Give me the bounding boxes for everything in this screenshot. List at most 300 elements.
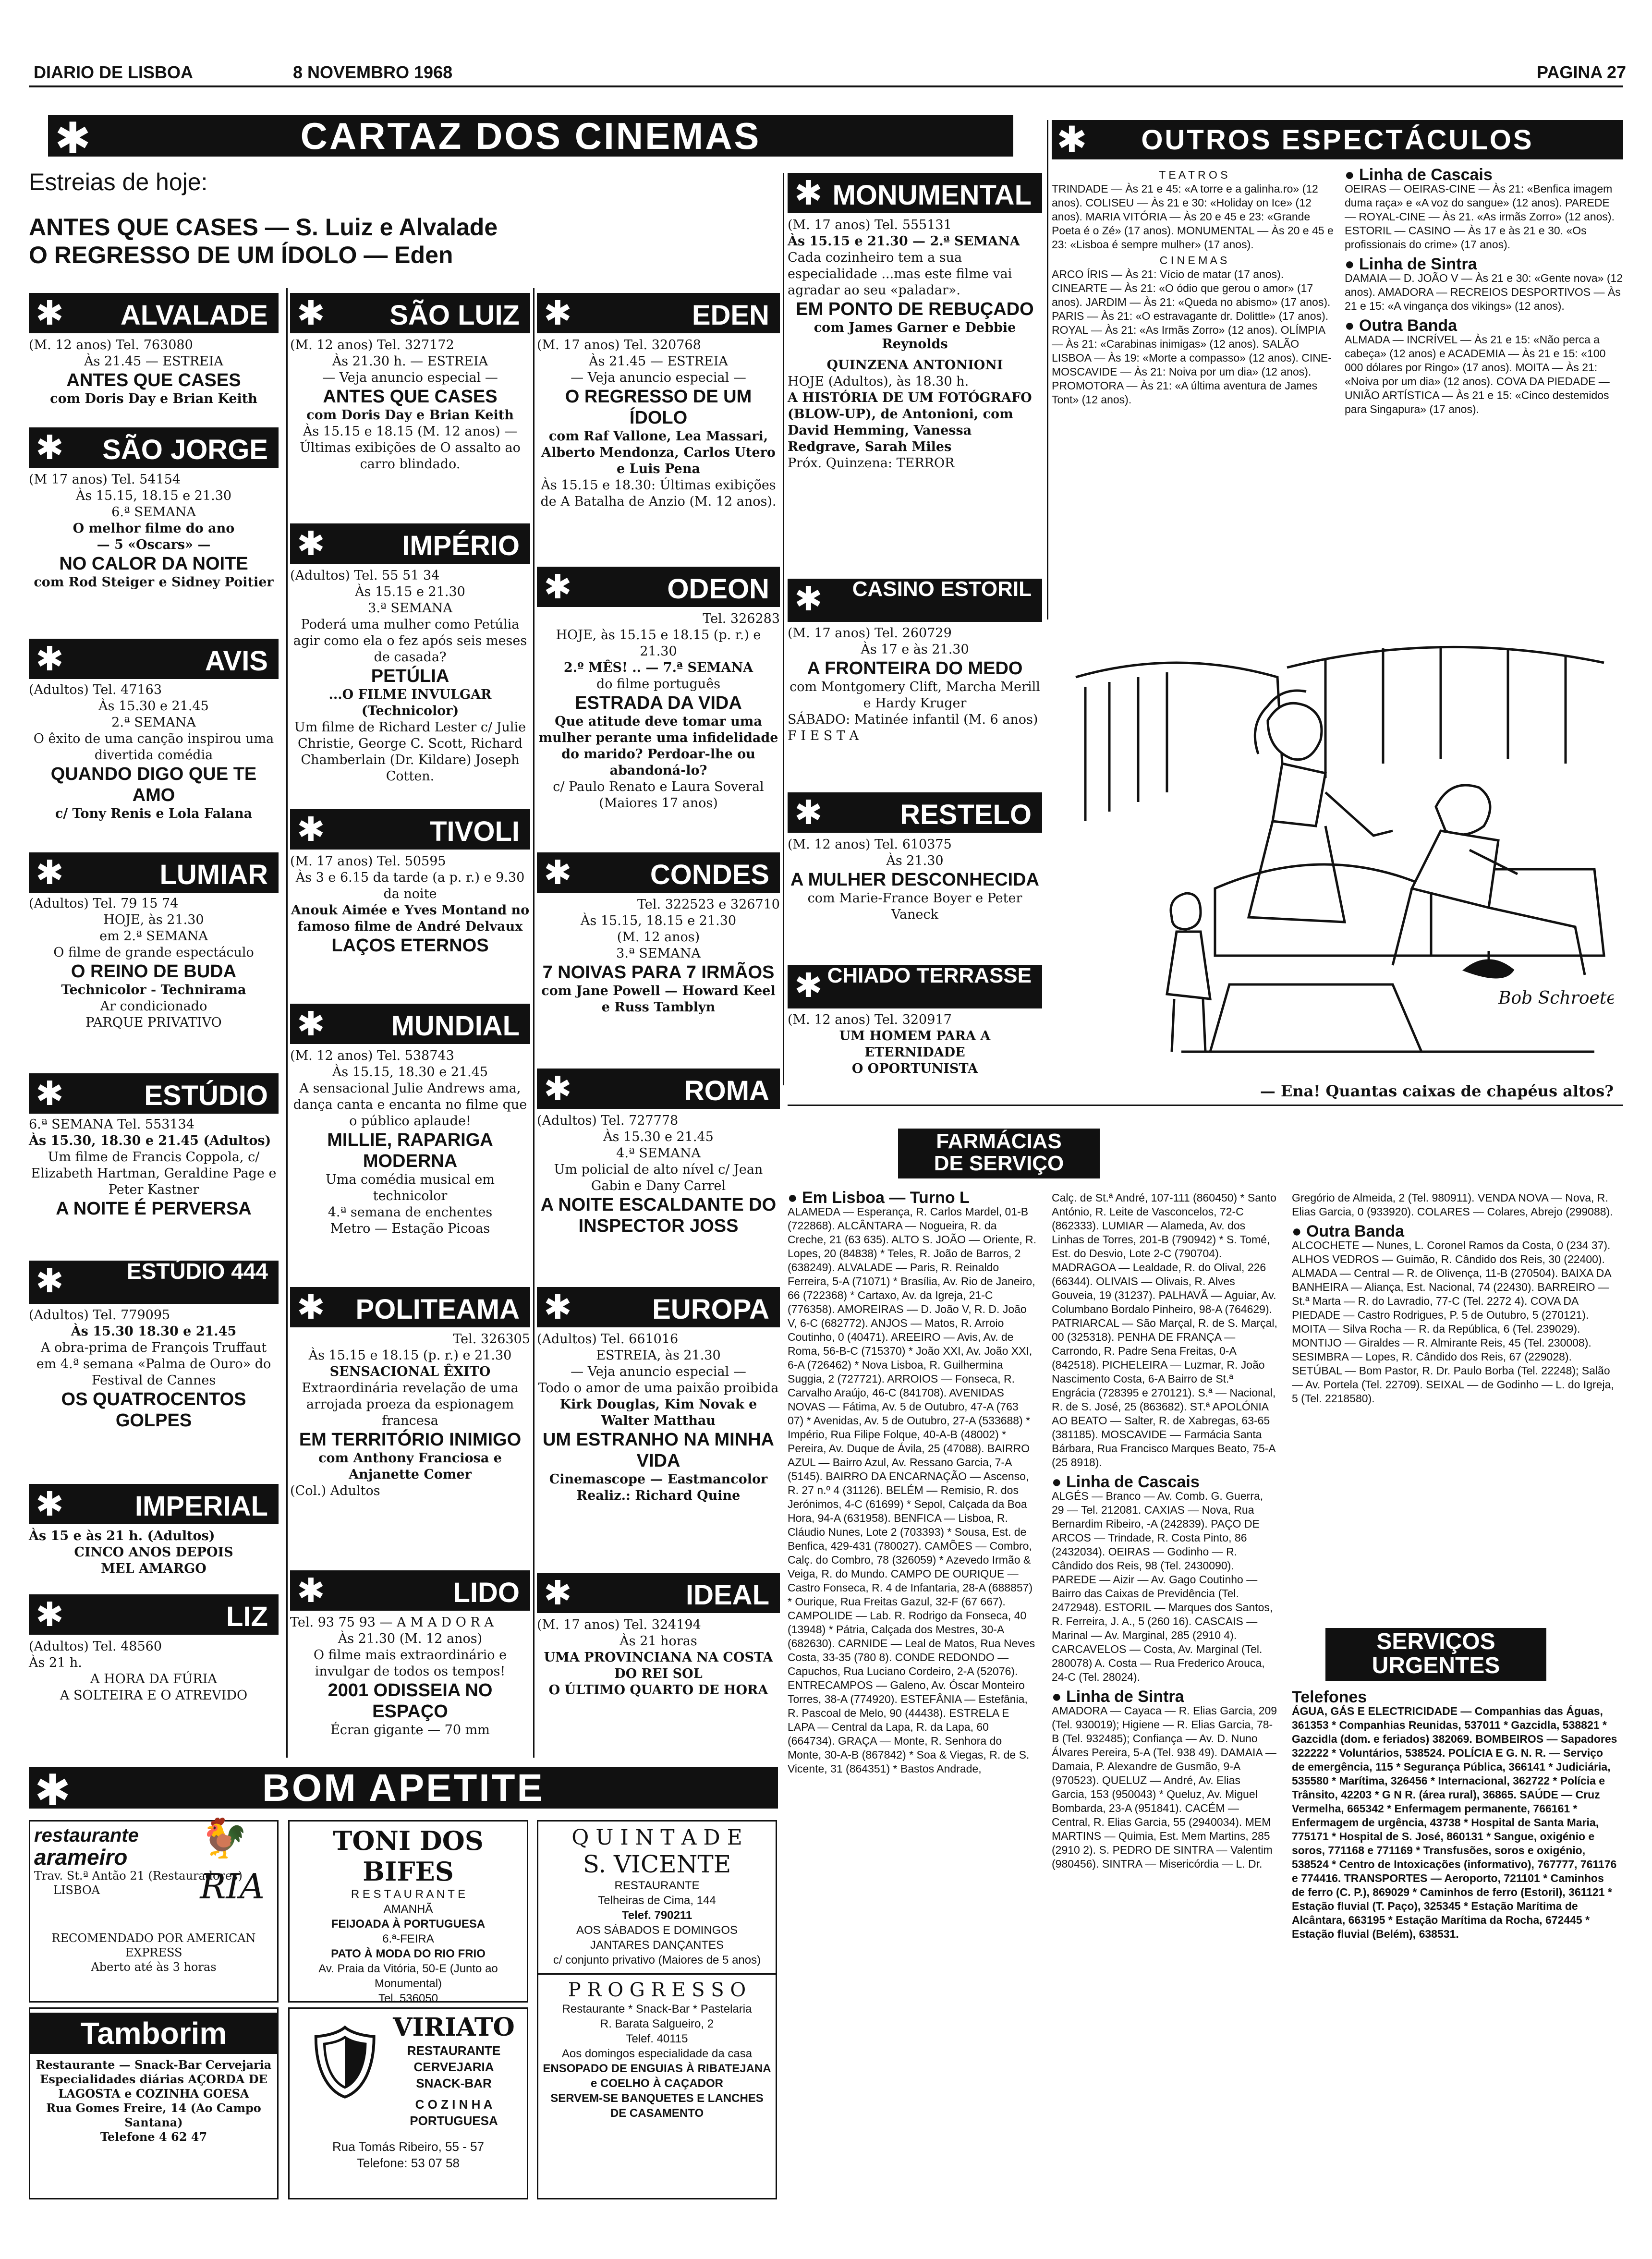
viriato-line: RESTAURANTE: [407, 2043, 501, 2058]
listing-line: (M. 17 anos) Tel. 320768: [537, 338, 701, 352]
listing-line: (Adultos) Tel. 727778: [537, 1113, 679, 1128]
cinema-bar-saoluiz: [290, 293, 530, 333]
listing-line: Às 21.30 (M. 12 anos): [338, 1631, 483, 1646]
listing-restelo: [788, 837, 1042, 923]
viriato-line: Telefone: 53 07 58: [357, 2156, 460, 2170]
column-rule: [533, 288, 534, 1758]
cinema-name: EDEN: [692, 300, 769, 331]
banda-pharm-head-text: Outra Banda: [1306, 1222, 1405, 1240]
listing-line: Kirk Douglas, Kim Novak e Walter Matthau: [559, 1397, 757, 1428]
listing-line: — 5 «Oscars» —: [97, 537, 211, 552]
listing-line: do filme português: [596, 677, 721, 692]
listing-line: HOJE, às 15.15 e 18.15 (p. r.) e 21.30: [556, 628, 761, 659]
arameiro-hours: Aberto até às 3 horas: [91, 1960, 217, 1974]
newspaper-name: DIARIO DE LISBOA: [34, 62, 194, 82]
toni-name: TONI DOS BIFES: [333, 1825, 484, 1887]
arameiro-city: LISBOA: [53, 1883, 100, 1897]
listing-line: Às 15.30 e 21.45: [98, 699, 209, 714]
listing-line: Realiz.: Richard Quine: [576, 1488, 741, 1503]
estreias-line-1: ANTES QUE CASES — S. Luiz e Alvalade: [29, 214, 498, 241]
listing-line: Às 17 e às 21.30: [861, 642, 969, 657]
servicos-title-1: SERVIÇOS: [1376, 1629, 1495, 1654]
farmacias-banner: [898, 1129, 1100, 1178]
issue-date: 8 NOVEMBRO 1968: [293, 62, 453, 82]
listing-line: (M. 12 anos) Tel. 538743: [290, 1048, 454, 1063]
arameiro-name-2: arameiro: [34, 1845, 128, 1870]
listing-condes: [537, 897, 780, 1016]
farmacias-title-1: FARMÁCIAS: [936, 1130, 1062, 1153]
outros-lisboa: [1052, 168, 1335, 407]
ad-toni-dos-bifes: [288, 1820, 528, 2003]
cascais-list: OEIRAS — OEIRAS-CINE — Às 21: «Benfica imagem duma raça» e «A voz do sangue» (12 anos). PAREDE — ROYAL-CINE — Às 21. «As irmãs Zorro» (12 anos). ESTORIL — CASINO — Às 17 e às 21 e 30. «Os profissionais do crime» (17 anos).: [1345, 182, 1615, 251]
section-head: T E A T R O S: [1159, 169, 1228, 181]
farmacias-col-2: [1052, 1191, 1277, 1871]
bomapetite-banner: [29, 1765, 778, 1816]
listing-line: (M. 17 anos) Tel. 260729: [788, 626, 952, 641]
listing-odeon: [537, 611, 780, 812]
listing-line: (M. 12 anos) Tel. 320917: [788, 1012, 952, 1027]
listing-estudio: [29, 1117, 279, 1219]
listing-chiado: [788, 1012, 1042, 1077]
listing-line: em 2.ª SEMANA: [99, 929, 208, 944]
film-title: A MULHER DESCONHECIDA: [790, 870, 1039, 890]
film-title: A NOITE É PERVERSA: [56, 1199, 252, 1219]
listing-line: O filme mais extraordinário e invulgar de todos os tempos!: [313, 1648, 507, 1679]
listing-line: Écran gigante — 70 mm: [330, 1723, 490, 1737]
film-title: A NOITE ESCALDANTE DO INSPECTOR JOSS: [540, 1195, 777, 1236]
listing-line: A SOLTEIRA E O ATREVIDO: [60, 1688, 248, 1703]
telefones-head: Telefones: [1292, 1688, 1367, 1706]
quinta-line: JANTARES DANÇANTES: [590, 1939, 724, 1952]
listing-estudio444: [29, 1307, 279, 1431]
film-title: ESTRADA DA VIDA: [575, 693, 742, 713]
listing-line: ESTREIA, às 21.30: [596, 1348, 721, 1363]
tamborim-name: Tamborim: [30, 2013, 277, 2054]
listing-line: 4.ª semana de enchentes: [328, 1205, 493, 1220]
star-icon: ✱: [794, 793, 823, 832]
cinema-bar-tivoli: [290, 809, 530, 850]
listing-line: Cada cozinheiro tem a sua especialidade ...mas este filme vai agradar ao seu «paladar».: [788, 250, 1012, 298]
tamborim-line: Rua Gomes Freire, 14 (Ao Campo Santana): [46, 2101, 261, 2129]
ad-viriato: [288, 2007, 528, 2199]
listing-line: (M. 17 anos) Tel. 50595: [290, 854, 446, 869]
quinta-line: RESTAURANTE: [614, 1879, 700, 1892]
cinema-name: AVIS: [205, 645, 268, 677]
cinema-bar-politeama: [290, 1287, 530, 1327]
progresso-line: ENSOPADO DE ENGUIAS À RIBATEJANA e COELHO À CAÇADOR: [543, 2062, 771, 2090]
cinema-name: TIVOLI: [430, 816, 520, 847]
star-icon: ✱: [544, 1287, 572, 1327]
listing-line: Que atitude deve tomar uma mulher perante uma infidelidade do marido? Perdoar-lhe ou abandoná-lo?: [538, 714, 778, 778]
progresso-name: P R O G R E S S O: [568, 1979, 746, 2001]
star-icon: ✱: [544, 1573, 572, 1613]
listing-line: (Adultos) Tel. 779095: [29, 1308, 170, 1323]
listing-line: c/ Paulo Renato e Laura Soveral (Maiores 17 anos): [553, 779, 764, 811]
page-number: PAGINA 27: [1537, 62, 1627, 82]
cinema-name: SÃO LUIZ: [389, 300, 520, 331]
listing-imperio: [290, 568, 530, 785]
progresso-line: SERVEM-SE BANQUETES E LANCHES DE CASAMENTO: [550, 2092, 764, 2120]
listing-tivoli: [290, 853, 530, 956]
listing-line: QUINZENA ANTONIONI: [826, 358, 1003, 373]
star-icon: ✱: [297, 293, 325, 333]
cinema-name: LUMIAR: [159, 859, 268, 890]
listing-estoril: [788, 625, 1042, 744]
listing-line: Um filme de Richard Lester c/ Julie Christie, George C. Scott, Richard Chamberlain (Dr. Kildare) Joseph Cotten.: [294, 720, 526, 784]
lisboa-head-text: Em Lisboa — Turno L: [802, 1189, 970, 1207]
listing-line: HOJE (Adultos), às 18.30 h.: [788, 374, 969, 389]
cartaz-banner: [48, 113, 1013, 164]
listing-line: UMA PROVINCIANA NA COSTA DO REI SOL: [544, 1650, 773, 1681]
ad-tamborim: [29, 2007, 279, 2199]
cascais-head: ● Linha de Cascais: [1345, 166, 1493, 184]
sintra-head: ● Linha de Sintra: [1345, 255, 1477, 273]
listing-monumental: [788, 217, 1042, 472]
cinema-bar-alvalade: [29, 293, 279, 333]
viriato-name: VIRIATO: [393, 2013, 515, 2042]
film-cast: com Doris Day e Brian Keith: [306, 408, 514, 423]
cartoon-signature: Bob Schroeter: [1498, 988, 1614, 1008]
listing-line: (Adultos) Tel. 661016: [537, 1332, 679, 1347]
listing-line: (M. 12 anos) Tel. 763080: [29, 338, 193, 352]
star-icon: ✱: [1057, 118, 1089, 161]
column-rule: [783, 173, 784, 1085]
column-rule: [1047, 120, 1048, 619]
cinema-name: POLITEAMA: [355, 1294, 520, 1325]
cinema-bar-monumental: [788, 173, 1042, 213]
listing-avis: [29, 682, 279, 822]
listing-line: (M. 17 anos) Tel. 555131: [788, 218, 952, 232]
cinema-name: LIDO: [453, 1577, 520, 1608]
film-cast: com James Garner e Debbie Reynolds: [814, 320, 1016, 352]
film-title: NO CALOR DA NOITE: [59, 554, 248, 574]
star-icon: ✱: [36, 1074, 64, 1113]
cascais-pharm-head: ● Linha de Cascais: [1052, 1473, 1200, 1491]
listing-line: Às 15.15, 18.15 e 21.30: [75, 488, 232, 503]
cinema-bar-ideal: [537, 1573, 780, 1613]
cascais-head-text: Linha de Cascais: [1359, 166, 1493, 184]
cinema-bar-avis: [29, 639, 279, 679]
listing-lumiar: [29, 896, 279, 1031]
listing-line: (Adultos) Tel. 79 15 74: [29, 896, 179, 911]
listing-line: Poderá uma mulher como Petúlia agir como ela o fez após seis meses de casada?: [293, 617, 527, 665]
listing-line: Às 15.15, 18.15 e 21.30: [580, 913, 737, 928]
outros-banner: [1052, 120, 1623, 159]
film-cast: com Montgomery Clift, Marcha Merill e Hardy Kruger: [790, 680, 1040, 711]
listing-line: Às 21.30: [886, 853, 944, 868]
cinema-bar-lido: [290, 1570, 530, 1611]
farmacias-list: ALAMEDA — Esperança, R. Carlos Mardel, 01-B (722868). ALCÂNTARA — Nogueira, R. da Creche, 21 (63 635). ALTO S. JOÃO — Oriente, R. Lopes, 20 (84838) * Teles, R. João de Barros, 2 (638249). ALVALADE — Paris, R. Reinaldo Ferreira, 5-A (71071) * Brasília, Av. Rio de Janeiro, 66 (722368) * Cartaxo, Av. da Igreja, 21-C (776358). AMOREIRAS — D. João V, R. D. João V, 6-C (682772). ANJOS — Matos, R. Arroio Coutinho, 0 (40471). AREEIRO — Avis, Av. de Roma, 56-B-C (715370) * João XXI, Av. João XXI, 6-A (726462) * Nova Lisboa, R. Guilhermina Suggia, 2 (727721). ARROIOS — Fonseca, R. Carvalho Araújo, 46-C (841708). AVENIDAS NOVAS — Fátima, Av. 5 de Outubro, 47-A (763 07) * Avenidas, Av. 5 de Outubro, 27-A (533688) * Império, Rua Filipe Folque, 40-A-B (48002) * Pereira, Av. Duque de Ávila, 25 (47088). BAIRRO AZUL — Bairro Azul, Av. Ressano Garcia, 7-A (5145). BAIRRO DA ENCARNAÇÃO — Ascenso, R. 27 n.º 4 (31126). BELÉM — Remisio, R. dos Jerónimos, 4-C (61699) * Sepol, Calçada da Boa Hora, 94-A (631958). BENFICA — Lisboa, R. Cláudio Nunes, Lote 2 (703393) * Sousa, Est. de Benfica, 429-431 (780027). CAMÕES — Combro, Calç. do Combro, 78 (326059) * Azevedo Irmão & Veiga, R. do Mundo. CAMPO DE OURIQUE — Castro Fonseca, R. 4 de Infantaria, 28-A (688857) * Ourique, Rua Freitas Gazul, 32-F (67 667). CAMPOLIDE — Lab. R. Rodrigo da Fonseca, 40 (13948) * Pátria, Calçada dos Mestres, 30-A (682630). CARNIDE — Leal de Matos, Rua Neves Costa, 33-35 (780 8). CONDE REDONDO — Capuchos, Rua Luciano Cordeiro, 2-A (52076). ENTRECAMPOS — Galeno, Av. Óscar Monteiro Torres, 38-A (774920). ESTEFÂNIA — Estefânia, R. Pascoal de Melo, 90 (44438). ESTRELA E LAPA — Central da Lapa, R. da Lapa, 60 (664734). GRAÇA — Monte, R. Senhora do Monte, 30-A-B (867842) * Soa & Viegas, R. de S. Vicente, 31 (864351) * Bastos Andrade,: [788, 1205, 1037, 1775]
listing-line: (Col.) Adultos: [290, 1483, 380, 1498]
listing-line: A HORA DA FÚRIA: [90, 1672, 217, 1687]
star-icon: ✱: [55, 113, 93, 164]
servicos-text: ÁGUA, GÁS E ELECTRICIDADE — Companhias das Águas, 361353 * Companhias Reunidas, 537011 * Gazcidla, 538821 * Gazcidla (dom. e feriados) 382069. BOMBEIROS — Sapadores 322222 * Voluntários, 538524. POLÍCIA E G. N. R. — Serviço de emergência, 115 * Segurança Pública, 366141 * Judiciária, 535580 * Marítima, 326456 * Internacional, 362722 * Polícia e Trânsito, 42203 * G N R. (área rural), 36865. SAÚDE — Cruz Vermelha, 665342 * Enfermagem permanente, 766161 * Enfermagem de urgência, 43738 * Hospital de Santa Maria, 775171 * Hospital de S. José, 860131 * Sangue, oxigénio e soros, 771168 e 771169 * Transfusões, soros e oxigénio, 538524 * Centro de Intoxicações (informativo), 767777, 761176 e 774416. TRANSPORTES — Aeroporto, 721101 * Caminhos de ferro (C. P.), 869029 * Caminhos de ferro (Estoril), 361121 * Estação fluvial (T. Paço), 325345 * Estação Marítima de Alcântara, 663195 * Estação Marítima da Rocha, 672445 * Estação fluvial (Belém), 638531.: [1292, 1705, 1617, 1940]
cinema-bar-odeon: [537, 567, 780, 607]
bomapetite-title: BOM APETITE: [262, 1766, 545, 1809]
listing-line: 2.º MÊS! .. — 7.ª SEMANA: [563, 660, 753, 675]
star-icon: ✱: [36, 639, 64, 679]
cinema-name: ESTÚDIO: [144, 1080, 268, 1111]
cinema-bar-eden: [537, 293, 780, 333]
film-title: A FRONTEIRA DO MEDO: [807, 658, 1023, 679]
listing-line: O êxito de uma canção inspirou uma divertida comédia: [33, 731, 274, 763]
film-title: 2001 ODISSEIA NO ESPAÇO: [328, 1680, 493, 1722]
star-icon: ✱: [297, 1287, 325, 1327]
listing-line: SENSACIONAL ÊXITO: [329, 1364, 491, 1379]
star-icon: ✱: [36, 428, 64, 467]
quinta-line: AOS SÁBADOS E DOMINGOS: [576, 1924, 738, 1937]
listing-line: Às 15.15 e 18.15 (p. r.) e 21.30: [308, 1348, 512, 1363]
star-icon: ✱: [36, 1484, 64, 1524]
film-cast: com Doris Day e Brian Keith: [50, 391, 257, 406]
listing-line: 6.ª SEMANA Tel. 553134: [29, 1117, 194, 1132]
listing-line: 3.ª SEMANA: [616, 946, 701, 961]
star-icon: ✱: [297, 1571, 325, 1610]
listing-line: O filme de grande espectáculo: [53, 945, 254, 960]
listing-line: Uma comédia musical em technicolor: [325, 1172, 495, 1203]
servicos-banner: [1325, 1628, 1546, 1681]
cinema-bar-estoril: [788, 579, 1042, 622]
sintra-list: DAMAIA — D. JOÃO V — Às 21 e 30: «Gente nova» (12 anos). AMADORA — RECREIOS DESPORTIVOS — Às 21 e 15: «A vingança dos vikings» (12 anos).: [1345, 272, 1623, 312]
cinema-name: MONUMENTAL: [832, 180, 1032, 211]
cartoon: [1057, 619, 1614, 1081]
cinema-name: ESTÚDIO 444: [127, 1259, 268, 1284]
listing-line: Às 21 horas: [620, 1634, 697, 1649]
listing-line: — Veja anuncio especial —: [571, 370, 746, 385]
listing-line: Às 15.30, 18.30 e 21.45 (Adultos): [29, 1133, 271, 1148]
film-title: PETÚLIA: [371, 666, 449, 686]
listing-line: (Adultos) Tel. 48560: [29, 1639, 162, 1654]
servicos-list: [1292, 1690, 1618, 1941]
listing-line: UM HOMEM PARA A ETERNIDADE: [839, 1029, 991, 1060]
film-title: OS QUATROCENTOS GOLPES: [61, 1389, 246, 1431]
listing-saojorge: [29, 472, 279, 591]
quinta-name-2: S. VICENTE: [583, 1850, 731, 1878]
listing-europa: [537, 1331, 780, 1504]
listing-eden: [537, 337, 780, 510]
cinema-bar-lumiar: [29, 852, 279, 893]
lisboa-head: ● Em Lisboa — Turno L: [788, 1189, 970, 1207]
film-title: EM TERRITÓRIO INIMIGO: [299, 1430, 522, 1450]
sintra-pharm-head: ● Linha de Sintra: [1052, 1688, 1184, 1706]
listing-line: 2.ª SEMANA: [111, 715, 196, 730]
listing-imperial: [29, 1528, 279, 1577]
cinema-name: EUROPA: [652, 1294, 769, 1325]
cinema-bar-condes: [537, 852, 780, 893]
listing-line: Às 15.15 e 18.30: Últimas exibições de A Batalha de Anzio (M. 12 anos).: [540, 478, 777, 509]
listing-line: A sensacional Julie Andrews ama, dança canta e encanta no filme que o público aplaude!: [293, 1081, 527, 1129]
film-title: 7 NOIVAS PARA 7 IRMÃOS: [542, 962, 775, 983]
cinemas-list: ARCO ÍRIS — Às 21: Vício de matar (17 anos). CINEARTE — Às 21: «O ódio que gerou o amor» (17 anos). JARDIM — Às 21: «Queda no abismo» (17 anos). PARIS — Às 21: «O estravagante dr. Dolittle» (17 anos). ROYAL — Às 21: «As Irmãs Zorro» (12 anos). OLÍMPIA — Às 21: «Carabinas inimigas» (12 anos). SALÃO LISBOA — Às 19: «Morte a compasso» (12 anos). CINE-MOSCAVIDE — Às 21: Noiva por um dia» (12 anos). PROMOTORA — Às 21: «A última aventura de James Tont» (12 anos).: [1052, 268, 1332, 406]
listing-line: Às 21.45 — ESTREIA: [84, 354, 223, 369]
star-icon: ✱: [35, 1765, 73, 1816]
cartoon-drawing: [1057, 619, 1614, 1081]
star-icon: ✱: [297, 1004, 325, 1044]
cinema-name: CHIADO TERRASSE: [827, 964, 1032, 987]
listing-line: Tel. 326283: [703, 611, 780, 626]
cinema-bar-estudio: [29, 1073, 279, 1114]
listing-line: O OPORTUNISTA: [851, 1061, 978, 1076]
film-title: EM PONTO DE REBUÇADO: [796, 299, 1034, 319]
cinema-name: IMPÉRIO: [402, 530, 520, 561]
listing-line: Um policial de alto nível c/ Jean Gabin e Dany Carrel: [554, 1162, 763, 1193]
listing-line: A HISTÓRIA DE UM FOTÓGRAFO (BLOW-UP), de Antonioni, com David Hemming, Vanessa Redgrave, Sarah Miles: [788, 390, 1032, 454]
cinema-name: ODEON: [667, 573, 769, 605]
listing-line: Às 15.30 18.30 e 21.45: [71, 1324, 237, 1339]
viriato-line: PORTUGUESA: [410, 2113, 498, 2128]
film-title: ANTES QUE CASES: [66, 370, 241, 390]
estreias-box: [29, 168, 509, 269]
cinema-name: CASINO ESTORIL: [852, 577, 1032, 601]
film-title: O REINO DE BUDA: [71, 961, 237, 982]
farmacias-col-1: [788, 1191, 1037, 1776]
section-rule: [788, 1105, 1623, 1106]
cinema-name: CONDES: [650, 859, 769, 890]
banda-head: ● Outra Banda: [1345, 316, 1458, 335]
listing-lido: [290, 1615, 530, 1738]
quinta-line: Telef. 790211: [621, 1909, 692, 1922]
listing-line: Ar condicionado: [100, 999, 207, 1014]
listing-line: Cinemascope — Eastmancolor: [549, 1472, 768, 1487]
progresso-line: Telef. 40115: [626, 2032, 688, 2045]
listing-line: Tel. 326305: [453, 1332, 530, 1347]
listing-line: Um filme de Francis Coppola, c/ Elizabeth Hartman, Geraldine Page e Peter Kastner: [31, 1150, 277, 1197]
listing-line: Extraordinária revelação de uma arrojada proeza da espionagem francesa: [302, 1381, 519, 1428]
listing-line: (M. 17 anos) Tel. 324194: [537, 1617, 701, 1632]
toni-line: FEIJOADA À PORTUGUESA: [331, 1918, 486, 1931]
quinta-line: c/ conjunto privativo (Maiores de 5 anos): [553, 1954, 761, 1967]
listing-line: MEL AMARGO: [101, 1561, 206, 1576]
listing-line: Às 21.30 h. — ESTREIA: [332, 354, 488, 369]
cinema-bar-saojorge: [29, 427, 279, 468]
listing-line: com Anthony Franciosa e Anjanette Comer: [318, 1451, 502, 1482]
cartaz-title: CARTAZ DOS CINEMAS: [300, 114, 761, 157]
star-icon: ✱: [36, 293, 64, 333]
viriato-line: C O Z I N H A: [415, 2097, 493, 2112]
listing-line: Anouk Aimée e Yves Montand no famoso filme de André Delvaux: [291, 903, 530, 934]
cinema-bar-chiado: [788, 965, 1042, 1008]
cinema-bar-imperio: [290, 523, 530, 564]
servicos-title-2: URGENTES: [1372, 1653, 1500, 1678]
sintra-pharm-head-text: Linha de Sintra: [1066, 1688, 1184, 1706]
viriato-line: SNACK-BAR: [416, 2076, 492, 2090]
cinema-bar-europa: [537, 1287, 780, 1327]
listing-line: Às 15.15 e 18.15 (M. 12 anos) — Últimas exibições de O assalto ao carro blindado.: [300, 424, 521, 472]
arameiro-recommendation: RECOMENDADO POR AMERICAN EXPRESS: [51, 1931, 256, 1959]
farmacias-list: Gregório de Almeida, 2 (Tel. 980911). VENDA NOVA — Nova, R. Elias Garcia, 0 (933920). COLARES — Colares, Abrejo (299088).: [1292, 1191, 1613, 1218]
section-head: C I N E M A S: [1159, 254, 1227, 267]
star-icon: ✱: [544, 567, 572, 607]
film-title: CINCO ANOS DEPOIS: [74, 1545, 233, 1560]
cinema-bar-liz: [29, 1594, 279, 1635]
listing-roma: [537, 1113, 780, 1237]
cinema-bar-mundial: [290, 1004, 530, 1044]
star-icon: ✱: [544, 853, 572, 892]
header-rule: [29, 85, 1623, 87]
film-cast: com Rod Steiger e Sidney Poitier: [34, 575, 274, 590]
cascais-pharm-head-text: Linha de Cascais: [1066, 1473, 1200, 1491]
listing-alvalade: [29, 337, 279, 407]
cinema-name: RESTELO: [900, 799, 1032, 830]
listing-line: (M. 12 anos): [617, 930, 700, 945]
outros-regioes: [1345, 168, 1623, 416]
warrior-icon: 🛡: [299, 2021, 391, 2102]
star-icon: ✱: [794, 966, 823, 1005]
listing-line: Metro — Estação Picoas: [330, 1221, 490, 1236]
sintra-head-text: Linha de Sintra: [1359, 255, 1477, 273]
toni-line: AMANHÃ: [383, 1903, 433, 1916]
listing-ideal: [537, 1617, 780, 1699]
listing-line: Às 15 e às 21 h. (Adultos): [29, 1529, 215, 1543]
banda-pharm-head: ● Outra Banda: [1292, 1222, 1405, 1240]
tamborim-line: Restaurante — Snack-Bar Cervejaria: [36, 2058, 272, 2072]
listing-line: PARQUE PRIVATIVO: [85, 1015, 222, 1030]
star-icon: ✱: [297, 810, 325, 849]
sintra-pharm-list: AMADORA — Cayaca — R. Elias Garcia, 209 (Tel. 930019); Higiene — R. Elias Garcia, 78-B (Tel. 932485); Confiança — Av. D. Nuno Álvares Pereira, 5-A (Tel. 938 49). DAMAIA — Damaia, P. Alexandre de Gusmão, 9-A (970523). QUELUZ — André, Av. Elias Garcia, 153 (950043) * Queluz, Av. Miguel Bombarda, 23-A (951841). CACÉM — Central, R. Elias Garcia, 55 (2940034). MEM MARTINS — Quimia, Est. Mem Martins, 285 (2910 2). S. PEDRO DE SINTRA — Valentim (980456). SINTRA — Misericórdia — L. Dr.: [1052, 1704, 1277, 1870]
ad-quinta-progresso: [537, 1820, 777, 2199]
cartoon-caption: — Ena! Quantas caixas de chapéus altos?: [1260, 1082, 1614, 1100]
listing-line: A obra-prima de François Truffaut em 4.ª semana «Palma de Ouro» do Festival de Cannes: [36, 1340, 271, 1388]
listing-line: Tel. 93 75 93 — A M A D O R A: [290, 1615, 494, 1630]
listing-line: 4.ª SEMANA: [616, 1146, 701, 1161]
listing-politeama: [290, 1331, 530, 1499]
listing-line: — Veja anuncio especial —: [571, 1364, 746, 1379]
tamborim-line: Especialidades diárias AÇORDA DE LAGOSTA e COZINHA GOESA: [40, 2072, 267, 2101]
progresso-line: Aos domingos especialidade da casa: [561, 2047, 753, 2060]
toni-line: R E S T A U R A N T E: [351, 1888, 466, 1901]
listing-line: (Adultos) Tel. 47163: [29, 682, 162, 697]
star-icon: ✱: [36, 1261, 64, 1300]
listing-mundial: [290, 1048, 530, 1237]
quinta-name-1: Q U I N T A D E: [571, 1825, 742, 1850]
star-icon: ✱: [297, 524, 325, 563]
column-rule: [286, 288, 288, 1758]
listing-line: Às 21 h.: [29, 1655, 82, 1670]
banda-list: ALMADA — INCRÍVEL — Às 21 e 15: «Não perca a cabeça» (12 anos) e ACADEMIA — Às 21 e 15: «100 000 dólares por Ringo» (17 anos). MOITA — Às 21: «Noiva por um dia» (12 anos). COVA DA PIEDADE — UNIÃO ARTÍSTICA — Às 21 e 15: «Cinco destemidos para Singapura» (17 anos).: [1345, 333, 1610, 415]
listing-line: 6.ª SEMANA: [111, 505, 196, 520]
cinema-bar-imperial: [29, 1484, 279, 1524]
ad-arameiro: [29, 1816, 279, 2003]
listing-line: Technicolor - Technirama: [61, 983, 246, 997]
cinema-name: SÃO JORGE: [102, 434, 268, 465]
toni-line: 6.ª-FEIRA: [382, 1932, 434, 1945]
farmacias-title-2: DE SERVIÇO: [934, 1152, 1064, 1175]
listing-line: (M. 12 anos) Tel. 327172: [290, 338, 454, 352]
star-icon: ✱: [794, 579, 823, 619]
toni-line: PATO À MODA DO RIO FRIO: [331, 1947, 486, 1960]
cinema-bar-restelo: [788, 792, 1042, 833]
cinema-name: LIZ: [226, 1601, 268, 1632]
arameiro-brand: RIA: [200, 1866, 265, 1907]
listing-line: (M 17 anos) Tel. 54154: [29, 472, 181, 487]
listing-line: O ÚLTIMO QUARTO DE HORA: [548, 1683, 768, 1698]
progresso-line: R. Barata Salgueiro, 2: [600, 2017, 714, 2030]
listing-line: Às 15.15, 18.30 e 21.45: [332, 1065, 488, 1080]
viriato-line: CERVEJARIA: [413, 2060, 494, 2074]
quinta-line: Telheiras de Cima, 144: [598, 1894, 716, 1907]
arameiro-address: Trav. St.ª Antão 21 (Restauradores): [34, 1869, 243, 1882]
film-cast: c/ Tony Renis e Lola Falana: [55, 806, 253, 821]
listing-line: Às 3 e 6.15 da tarde (a p. r.) e 9.30 da noite: [295, 870, 525, 901]
listing-line: ...O FILME INVULGAR (Technicolor): [328, 687, 492, 718]
farmacias-list: Calç. de St.ª André, 107-111 (860450) * Santo António, R. Leite de Vasconcelos, 72-C (862333). LUMIAR — Alameda, Av. dos Linhas de Torres, 201-B (790942) * S. Tomé, Est. do Desvio, Lote 2-C (790704). MADRAGOA — Lealdade, R. do Olival, 226 (66344). OLIVAIS — Olivais, R. Alves Gouveia, 19 (31237). PALHAVÃ — Aguiar, Av. Columbano Bordalo Pinheiro, 98-A (764629). PATRIARCAL — São Marçal, R. de S. Marçal, 00 (325318). PENHA DE FRANÇA — Carrondo, R. Padre Sena Freitas, 0-A (842518). PICHELEIRA — Luzmar, R. João Nascimento Costa, 6-A Bairro de St.ª Engrácia (728395 e 270121). S.ª — Nacional, R. de S. José, 25 (863682). ST.ª APOLÓNIA AO BEATO — Salter, R. de Xabregas, 63-65 (381185). MOSCAVIDE — Farmácia Santa Bárbara, Rua Francisco Marques Beato, 75-A (25 8918).: [1052, 1191, 1277, 1469]
cinema-name: MUNDIAL: [391, 1010, 520, 1042]
teatros-list: TRINDADE — Às 21 e 45: «A torre e a galinha.ro» (12 anos). COLISEU — Às 21 e 30: «Holiday on Ice» (12 anos). MARIA VITÓRIA — Às 20 e 45 e 23: «Grande Poeta é o Zé» (17 anos). MONUMENTAL — Às 20 e 45 e 23: «Lisboa é sempre mulher» (17 anos).: [1052, 182, 1334, 251]
estreias-line-2: O REGRESSO DE UM ÍDOLO — Eden: [29, 242, 453, 268]
star-icon: ✱: [794, 173, 823, 213]
star-icon: ✱: [36, 1595, 64, 1634]
listing-line: — Veja anuncio especial —: [322, 370, 498, 385]
